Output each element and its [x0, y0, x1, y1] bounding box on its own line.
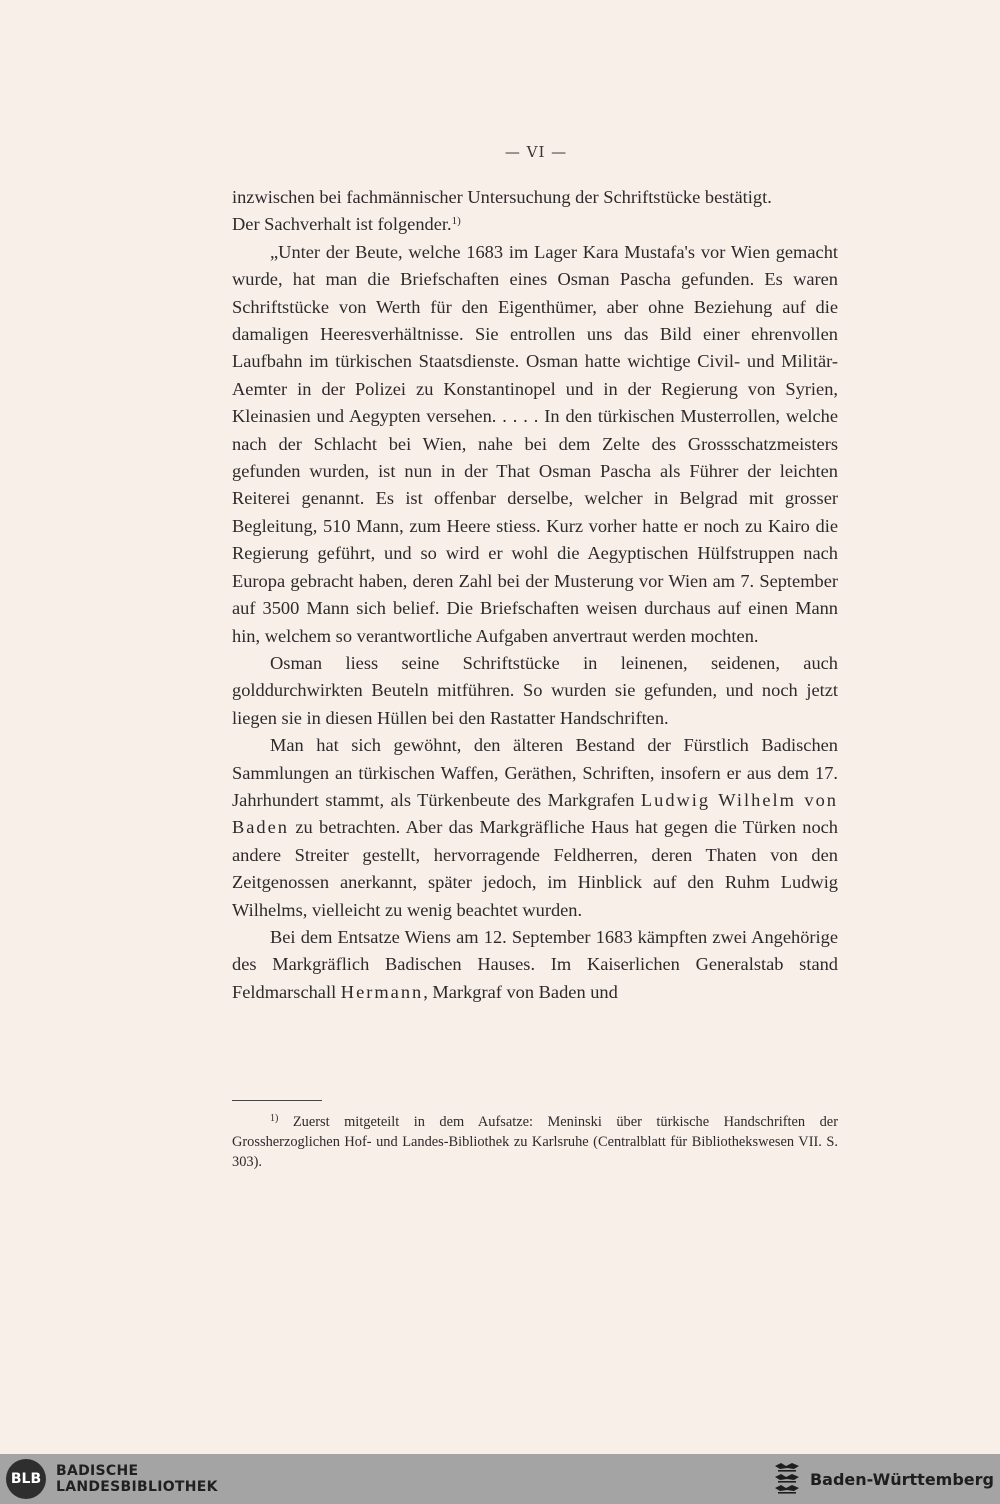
footnote-divider [232, 1100, 322, 1101]
paragraph-5: Bei dem Entsatze Wiens am 12. September 1683 kämpften zwei Angehörige des Markgräflich Badischen Hauses. Im Kaiserlichen Generalstab stand Feldmarschall Hermann, Markgraf von Baden und [232, 926, 838, 1002]
paragraph-4: Man hat sich gewöhnt, den älteren Bestand der Fürstlich Badischen Sammlungen an türkischen Waffen, Geräthen, Schriften, insofern er aus dem 17. Jahrhundert stammt, als Türkenbeute des Markgrafen Ludwig Wilhelm von Baden zu betrachten. Aber das Markgräfliche Haus hat gegen die Türken noch andere Streiter gestellt, hervorragende Feldherren, deren Thaten von den Zeitgenossen anerkannt, später jedoch, im Hinblick auf den Ruhm Ludwig Wilhelms, vielleicht zu wenig beachtet wurden. [232, 735, 838, 920]
blb-logo-icon: BLB [6, 1459, 46, 1499]
blb-name: BADISCHE LANDESBIBLIOTHEK [56, 1463, 218, 1495]
body-text [232, 184, 838, 1006]
blb-branding[interactable] [6, 1459, 218, 1499]
bw-branding[interactable] [772, 1460, 994, 1498]
bw-name: Baden-Württemberg [809, 1469, 994, 1489]
footnote-text: Zuerst mitgeteilt in dem Aufsatze: Meninski über türkische Handschriften der Grossherzoglichen Hof- und Landes-Bibliothek zu Karlsruhe (Centralblatt für Bibliothekswesen VII. S. 303). [232, 1114, 838, 1170]
state-crest-icon [772, 1460, 802, 1498]
paragraph-2: „Unter der Beute, welche 1683 im Lager Kara Mustafa's vor Wien gemacht wurde, hat man die Briefschaften eines Osman Pascha gefunden. Es waren Schriftstücke von Werth für den Eigenthümer, aber ohne Beziehung auf die damaligen Heeresverhältnisse. Sie entrollen uns das Bild einer ehrenvollen Laufbahn im türkischen Staatsdienste. Osman hatte wichtige Civil- und Militär-Aemter in der Polizei zu Konstantinopel und in der Regierung von Syrien, Kleinasien und Aegypten versehen. . . . . In den türkischen Musterrollen, welche nach der Schlacht bei Wien, nahe bei dem Zelte des Grossschatzmeisters gefunden wurden, ist nun in der That Osman Pascha als Führer der leichten Reiterei genannt. Es ist offenbar derselbe, welcher in Belgrad mit grosser Begleitung, 510 Mann, zum Heere stiess. Kurz vorher hatte er noch zu Kairo die Regierung geführt, und so wird er wohl die Aegyptischen Hülfstruppen nach Europa gebracht haben, deren Zahl bei der Musterung vor Wien am 7. September auf 3500 Mann sich belief. Die Briefschaften weisen durchaus auf einen Mann hin, welchem so verantwortliche Aufgaben anvertraut werden mochten. [232, 241, 838, 646]
library-footer-bar [0, 1454, 1000, 1504]
paragraph-1: inzwischen bei fachmännischer Untersuchung der Schriftstücke bestätigt. Der Sachverhalt ist folgender.$^{1)}$ [232, 187, 772, 235]
footnote [232, 1112, 838, 1172]
spaced-name-ludwig-wilhelm: Ludwig Wilhelm von Baden [232, 789, 838, 838]
footnote-reference: 1) [451, 215, 461, 228]
footnote-mark: 1) [270, 1113, 279, 1124]
paragraph-3: Osman liess seine Schriftstücke in leinenen, seidenen, auch golddurchwirkten Beuteln mitführen. So wurden sie gefunden, und noch jetzt liegen sie in diesen Hüllen bei den Rastatter Handschriften. [232, 652, 838, 728]
spaced-name-hermann: Hermann [340, 981, 424, 1002]
page-number: — VI — [504, 143, 568, 161]
